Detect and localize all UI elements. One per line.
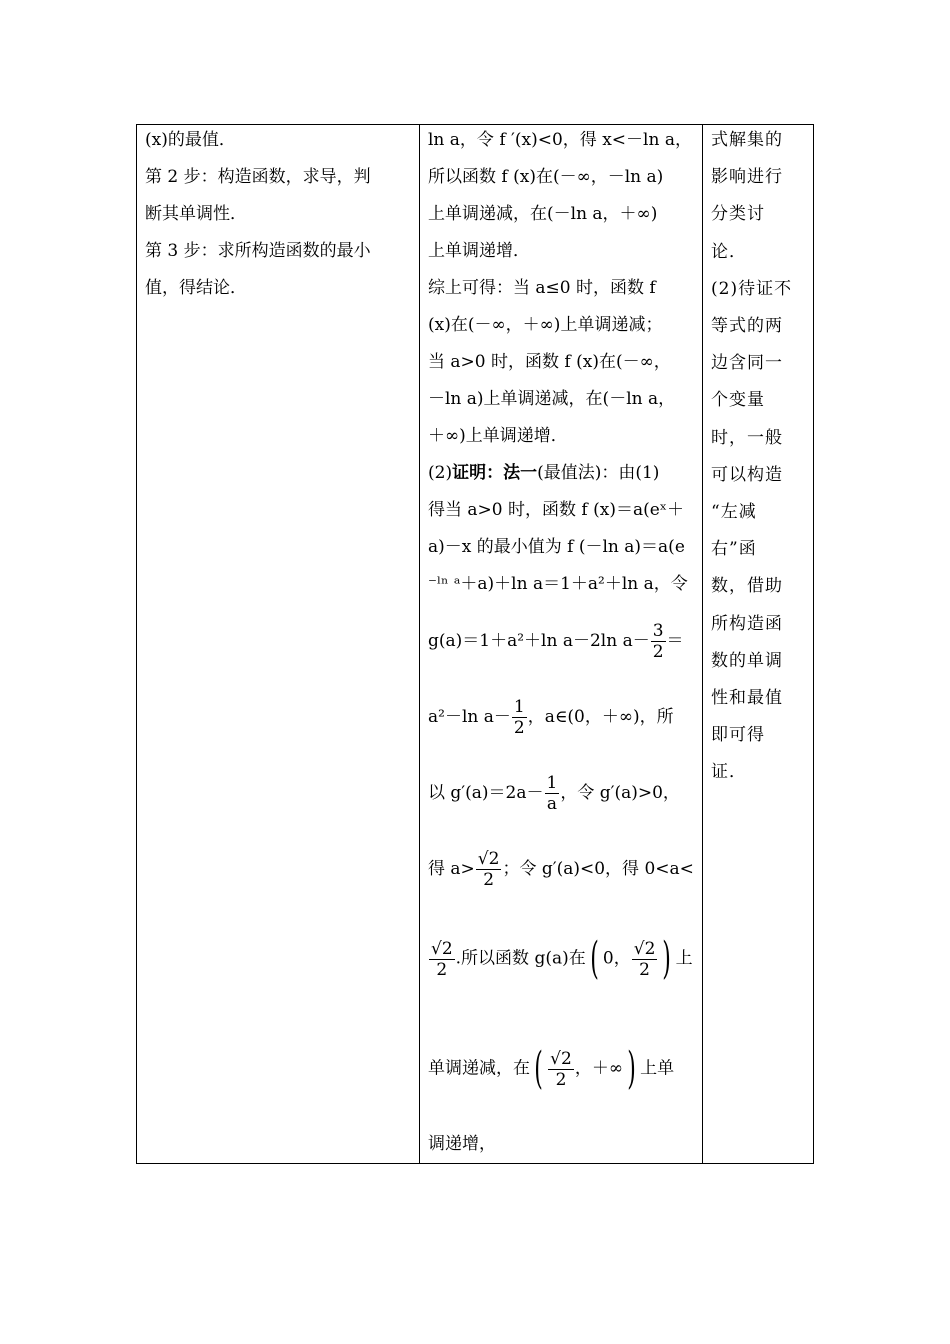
fraction — [548, 1049, 574, 1090]
numerator: 1 — [513, 697, 525, 717]
text-span: ；令 g′(a)<0，得 0<a< — [502, 859, 694, 879]
note-line: 个变量 — [711, 390, 765, 411]
numerator: 1 — [546, 773, 558, 793]
formula-line — [428, 697, 696, 738]
denominator: 2 — [436, 959, 448, 980]
text-span: ＝ — [666, 631, 684, 651]
note-line: 影响进行 — [711, 167, 783, 188]
solution-table — [136, 124, 814, 1164]
text-line: (x)的最值． — [145, 130, 236, 150]
text-line: (x)在(－∞，＋∞)上单调递减； — [428, 315, 663, 335]
formula-line — [428, 933, 696, 984]
formula-line — [428, 773, 696, 814]
text-span: 上 — [675, 948, 693, 969]
numerator: √2 — [550, 1048, 572, 1069]
left-paren: ( — [590, 933, 599, 984]
note-line: 时，一般 — [711, 427, 783, 448]
text-span: ，令 g′(a)>0， — [560, 783, 680, 803]
text-line: ln a，令 f ′(x)<0，得 x<－ln a， — [428, 130, 692, 150]
note-line: 可以构造 — [711, 464, 783, 485]
text-span: 以 g′(a)＝2a－ — [428, 783, 544, 803]
text-line: 所以函数 f (x)在(－∞，－ln a) — [428, 167, 664, 187]
text-span: a²－ln a－ — [428, 707, 511, 727]
text-line: a)－x 的最小值为 f (－ln a)＝a(e — [428, 537, 685, 557]
fraction — [476, 849, 502, 890]
text-span: .所以函数 g(a)在 — [455, 948, 586, 969]
note-line: 数的单调 — [711, 650, 783, 671]
text-line: 断其单调性． — [145, 204, 247, 224]
numerator: √2 — [431, 938, 453, 959]
fraction — [545, 773, 560, 814]
note-line: 右”函 — [711, 539, 757, 560]
text-span: (最值法)：由(1) — [537, 463, 660, 483]
denominator: 2 — [555, 1069, 567, 1090]
text-line: 值，得结论． — [145, 278, 247, 298]
note-line: 式解集的 — [711, 130, 783, 150]
denominator: a — [546, 794, 557, 814]
note-line: 即可得 — [711, 725, 765, 746]
text-span: ，＋∞ — [574, 1058, 623, 1079]
note-line: 所构造函 — [711, 613, 783, 634]
part-label: (2) — [428, 463, 453, 483]
note-line: 论． — [711, 241, 747, 262]
fraction — [512, 697, 527, 738]
fraction — [429, 939, 455, 980]
method-column — [137, 125, 419, 1163]
text-line — [428, 463, 696, 483]
right-paren: ) — [627, 1043, 636, 1094]
left-paren: ( — [534, 1043, 543, 1094]
text-line: 上单调递增． — [428, 241, 530, 261]
text-span: 得 a> — [428, 859, 475, 879]
note-line: (2)待证不 — [711, 278, 793, 299]
text-line: ⁻ˡⁿ ᵃ＋a)＋ln a＝1＋a²＋ln a，令 — [428, 574, 688, 594]
formula-line — [428, 621, 696, 662]
text-span: 0， — [602, 948, 631, 969]
text-line: 上单调递减，在(－ln a，＋∞) — [428, 204, 658, 224]
denominator: 2 — [513, 718, 525, 738]
right-paren: ) — [662, 933, 672, 984]
denominator: 2 — [652, 642, 664, 662]
note-line: “左减 — [711, 502, 757, 522]
text-line: 第 3 步：求所构造函数的最小 — [145, 241, 371, 261]
text-span: ，a∈(0，＋∞)，所 — [527, 707, 674, 727]
denominator: 2 — [483, 870, 495, 890]
denominator: 2 — [639, 959, 650, 980]
text-span: 单调递减，在 — [428, 1058, 530, 1079]
note-line: 性和最值 — [711, 688, 783, 708]
note-line: 边含同一 — [711, 353, 783, 374]
fraction — [632, 939, 658, 980]
numerator: 3 — [652, 621, 664, 641]
text-line: 第 2 步：构造函数，求导，判 — [145, 167, 371, 187]
text-line: 综上可得：当 a≤0 时，函数 f — [428, 278, 656, 298]
solution-column — [420, 125, 702, 1163]
text-line: ＋∞)上单调递增． — [428, 426, 568, 446]
text-span: g(a)＝1＋a²＋ln a－2ln a－ — [428, 631, 650, 651]
note-line: 分类讨 — [711, 204, 765, 225]
note-line: 等式的两 — [711, 316, 783, 336]
formula-line — [428, 1043, 696, 1094]
text-line: 调递增， — [428, 1134, 496, 1154]
text-line: －ln a)上单调递减，在(－ln a， — [428, 389, 676, 409]
numerator: √2 — [633, 938, 656, 959]
note-line: 数，借助 — [711, 576, 783, 597]
fraction — [651, 621, 666, 662]
notes-column — [703, 125, 813, 1163]
text-line: 得当 a>0 时，函数 f (x)＝a(eˣ＋ — [428, 500, 684, 520]
text-line: 当 a>0 时，函数 f (x)在(－∞， — [428, 352, 671, 372]
formula-line — [428, 849, 696, 890]
text-span: 上单 — [640, 1058, 675, 1079]
note-line: 证． — [711, 762, 747, 783]
proof-heading: 证明：法一 — [452, 463, 538, 483]
numerator: √2 — [477, 849, 500, 869]
